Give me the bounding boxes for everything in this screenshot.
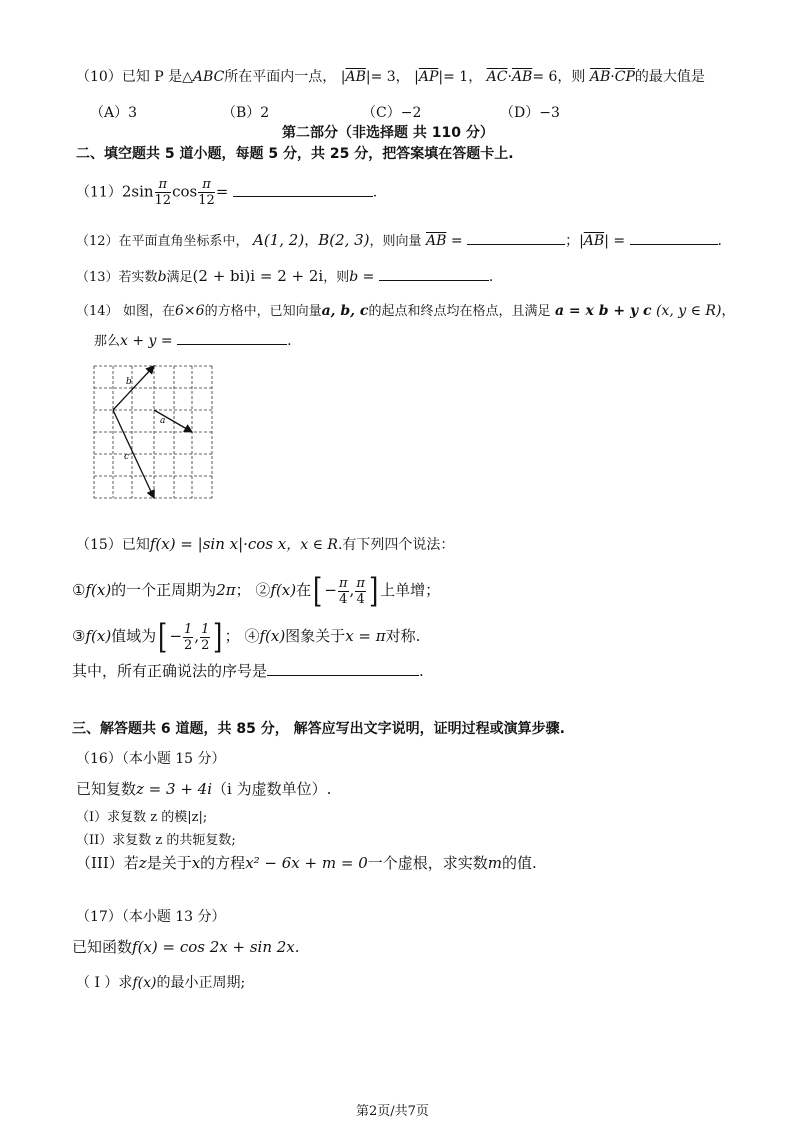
- q12-answer-blank-1[interactable]: [467, 230, 565, 245]
- q10-vec-ab-mag: $\overline{AB}$: [345, 69, 366, 85]
- q16-part3: [76, 852, 537, 873]
- q12-eq: =: [613, 233, 626, 249]
- q17-stem: [72, 936, 300, 957]
- q11-number: （11）: [76, 184, 122, 201]
- q10-stem: （10）已知 P 是△ABC所在平面内一点， $|\overline{AB}|= 3$， $|\overline{AP}|= 1$， $\overline{AC}\cdot\overline{AB}= 6$，则 $\overline{AB}\cdot\overline{CP}$的最大值是: [76, 69, 705, 85]
- q15-s2-frac2: [355, 577, 366, 606]
- q15-s3-two: 2: [184, 637, 193, 653]
- q12-number: （12）: [76, 234, 119, 249]
- q10-triangle: ABC: [192, 69, 225, 85]
- q13-number: （13）: [76, 270, 119, 285]
- q12-end: .: [717, 233, 722, 249]
- section3-title: 三、解答题共 6 道题，共 85 分， 解答应写出文字说明，证明过程或演算步骤.: [72, 721, 565, 737]
- q17-end: .: [294, 938, 300, 956]
- q15-s4-text: 对称.: [385, 627, 421, 645]
- q14-text: 的起点和终点均在格点，且满足: [368, 304, 551, 319]
- q17-p1-f: f(x): [132, 975, 157, 991]
- q17-p1-text: （ I ）求: [76, 975, 133, 991]
- q14-sum: x + y =: [120, 333, 173, 349]
- q15-s1-end: ；: [235, 581, 251, 599]
- q10-vec-ac: $\overline{AC}$: [486, 69, 508, 85]
- q12: （12）在平面直角坐标系中， A(1, 2)，B(2, 3)，则向量 $\overline{AB}$ = ；$|\overline{AB}|$ = .: [76, 231, 722, 249]
- q14-answer-blank[interactable]: [177, 330, 287, 345]
- q15-answer-blank[interactable]: [267, 661, 419, 676]
- q14-line2: [94, 330, 292, 349]
- q16-p3-text: 是关于: [146, 854, 192, 872]
- q16-p3-text: 的方程: [200, 854, 246, 872]
- section2-title: 二、填空题共 5 道小题，每题 5 分，共 25 分，把答案填在答题卡上.: [76, 146, 514, 162]
- q15-s2-frac1: [338, 577, 349, 606]
- q15-end: .: [419, 662, 424, 680]
- q14-stem: [76, 300, 735, 320]
- q15-s4-marker: ④: [244, 627, 260, 645]
- q11-answer-blank[interactable]: [233, 182, 373, 197]
- q16-p3-m: m: [487, 854, 502, 872]
- q15-statements-1-2: [72, 571, 441, 611]
- q15-text: .有下列四个说法：: [337, 537, 455, 553]
- q11-den: 12: [198, 193, 215, 208]
- q14-number: （14）: [76, 304, 119, 319]
- q10-dot: ·: [507, 69, 512, 85]
- q15-s4-axis: x = π: [345, 627, 386, 645]
- q13-end: .: [488, 269, 494, 285]
- q14-text: 的方格中，已知向量: [204, 304, 322, 319]
- q13-answer-blank[interactable]: [379, 266, 489, 281]
- q16-p3-equation: x² − 6x + m = 0: [245, 854, 368, 872]
- q15-s3-one: 1: [184, 621, 193, 637]
- q15-number: （15）: [76, 537, 122, 553]
- q11-frac2: [198, 178, 215, 207]
- q15-s3-frac2: [200, 623, 210, 652]
- q15-s2-text: 在: [296, 581, 312, 599]
- page-footer: 第2页/共7页: [356, 1104, 429, 1119]
- q15-question-text: 其中，所有正确说法的序号是: [72, 662, 268, 680]
- q13-expr: (2 + bi)i = 2 + 2i: [192, 267, 324, 285]
- q10-option-a: （A）3: [90, 105, 138, 121]
- q11-frac1: [155, 178, 172, 207]
- q12-semi: ；: [565, 233, 580, 249]
- q12-vec-ab-mag: $\overline{AB}$: [583, 233, 605, 249]
- q16-text: （i 为虚数单位）.: [212, 780, 332, 798]
- q14-comma: ，: [721, 303, 736, 319]
- q12-point-a: A(1, 2): [253, 231, 305, 249]
- q13-eq: =: [362, 269, 375, 285]
- q12-eq: =: [450, 233, 463, 249]
- q12-text: ，则向量: [369, 234, 422, 249]
- q14-label-b: b: [126, 377, 132, 387]
- q14-label-c: c: [124, 452, 130, 462]
- q13-var-b: b: [349, 269, 359, 285]
- q15-text: 已知: [121, 537, 150, 553]
- q13: [76, 266, 493, 285]
- q16-stem: [76, 778, 331, 799]
- q11-sin: 2sin: [121, 182, 154, 201]
- q15-s4-text: 图象关于: [285, 627, 346, 645]
- q15-stem: [76, 534, 454, 554]
- q14-text: 那么: [94, 334, 121, 349]
- q15-s2-f: f(x): [270, 581, 297, 599]
- q10-text: 的最大值是: [634, 69, 705, 85]
- q15-s1-marker: ①: [72, 581, 86, 599]
- q14-grid-lines: [94, 366, 212, 498]
- q12-vec-ab: $\overline{AB}$: [426, 233, 447, 249]
- q16-part2: （II）求复数 z 的共轭复数;: [76, 833, 236, 848]
- q15-s2-marker: ②: [255, 581, 271, 599]
- q15-s4-f: f(x): [259, 627, 286, 645]
- q15-s2-four: 4: [339, 591, 348, 607]
- q10-text: 所在平面内一点，: [224, 69, 337, 85]
- q10-option-b: （B）2: [222, 105, 270, 121]
- q15-s2-comma: ,: [349, 581, 355, 599]
- q15-function: f(x) = |sin x|·cos x: [149, 535, 287, 553]
- part2-title: 第二部分（非选择题 共 110 分）: [282, 125, 494, 141]
- q16-z: z = 3 + 4i: [136, 780, 213, 798]
- q14-text: 如图，在: [123, 304, 176, 319]
- q10-option-d: （D）−3: [500, 105, 560, 121]
- q14-condition: (x, y ∈ R): [655, 303, 722, 319]
- q11-pi: π: [198, 178, 215, 193]
- q15-s3-left-bracket: [: [158, 617, 168, 657]
- q11-eq: =: [215, 182, 229, 201]
- q12-point-b: B(2, 3): [318, 231, 370, 249]
- q15-statements-3-4: [72, 617, 421, 657]
- q16-p3-text: 的值.: [502, 854, 537, 872]
- q10-dot: ·: [610, 69, 615, 85]
- q10-text: 已知 P 是△: [121, 69, 193, 85]
- q10-eq: = 6，则: [532, 69, 586, 85]
- q10-vec-cp: $\overline{CP}$: [614, 69, 635, 85]
- q11: [76, 178, 377, 207]
- q10-vec-ap-mag: $\overline{AP}$: [418, 69, 439, 85]
- q15-s2-right-bracket: ]: [368, 571, 379, 611]
- q12-text: 在平面直角坐标系中，: [118, 234, 249, 249]
- q15-s3-comma: ,: [194, 627, 200, 645]
- q10-eq: = 3，: [370, 69, 410, 85]
- q15-s2-text: 上单增；: [380, 581, 441, 599]
- q14-label-a: a: [160, 416, 166, 426]
- q15-s2-pi: π: [338, 575, 348, 591]
- q13-text: 满足: [166, 270, 193, 285]
- q17-p1-text: 的最小正周期;: [156, 975, 246, 991]
- q14-grid-figure: [88, 358, 218, 503]
- q15-s3-text: 值域为: [111, 627, 157, 645]
- q15-s3-end: ；: [224, 627, 240, 645]
- q15-s3-marker: ③: [72, 627, 86, 645]
- q12-answer-blank-2[interactable]: [630, 230, 718, 245]
- q15-s3-frac1: [183, 623, 193, 652]
- q15-s1-f: f(x): [85, 581, 112, 599]
- q15-s1-text: 的一个正周期为: [111, 581, 217, 599]
- q15-s3-f: f(x): [85, 627, 112, 645]
- q14-relation: a = x b + y c: [554, 303, 652, 319]
- q15-s1-period: 2π: [216, 581, 236, 599]
- q16-p3-x: x: [191, 854, 201, 872]
- q15-question: [72, 660, 424, 681]
- q16-p3-text: 一个虚根，求实数: [367, 854, 488, 872]
- q13-text: 若实数: [118, 270, 158, 285]
- q12-comma: ，: [304, 233, 319, 249]
- q10-number: （10）: [76, 69, 122, 85]
- q13-text: ，则: [323, 270, 350, 285]
- q15-s2-minus: −: [324, 581, 337, 599]
- q11-end: .: [372, 184, 378, 201]
- q16-text: 已知复数: [76, 780, 137, 798]
- q15-s2-left-bracket: [: [313, 571, 323, 611]
- q14-vectors: a, b, c: [321, 303, 369, 319]
- q10-eq: = 1，: [443, 69, 483, 85]
- q11-cos: cos: [172, 182, 198, 201]
- q15-s3-right-bracket: ]: [213, 617, 223, 657]
- q17-number: （17）（本小题 13 分）: [76, 909, 226, 925]
- q10-vec-ab2: $\overline{AB}$: [589, 69, 611, 85]
- q10-vec-ab: $\overline{AB}$: [511, 69, 533, 85]
- q16-p3-text: （III）若: [76, 854, 139, 872]
- q14-grid-size: 6×6: [175, 303, 205, 319]
- q15-s2-four: 4: [356, 591, 365, 607]
- q15-s3-minus: −: [169, 627, 183, 645]
- q10-option-c: （C）−2: [362, 105, 422, 121]
- q11-den: 12: [154, 193, 172, 208]
- q17-text: 已知函数: [72, 938, 133, 956]
- q11-pi: π: [155, 178, 172, 193]
- q16-p3-z: z: [138, 854, 147, 872]
- q16-number: （16）（本小题 15 分）: [76, 751, 226, 767]
- q15-s3-one: 1: [201, 621, 210, 637]
- q15-s2-pi: π: [356, 575, 365, 591]
- q16-part1: （I）求复数 z 的模|z|;: [76, 810, 208, 825]
- q17-function: f(x) = cos 2x + sin 2x: [132, 938, 295, 956]
- q17-part1: [76, 972, 245, 992]
- q13-var-b: b: [157, 269, 167, 285]
- q15-condition: ，x ∈ R: [286, 537, 338, 553]
- q14-end: .: [287, 333, 292, 349]
- q15-s3-two: 2: [201, 637, 210, 653]
